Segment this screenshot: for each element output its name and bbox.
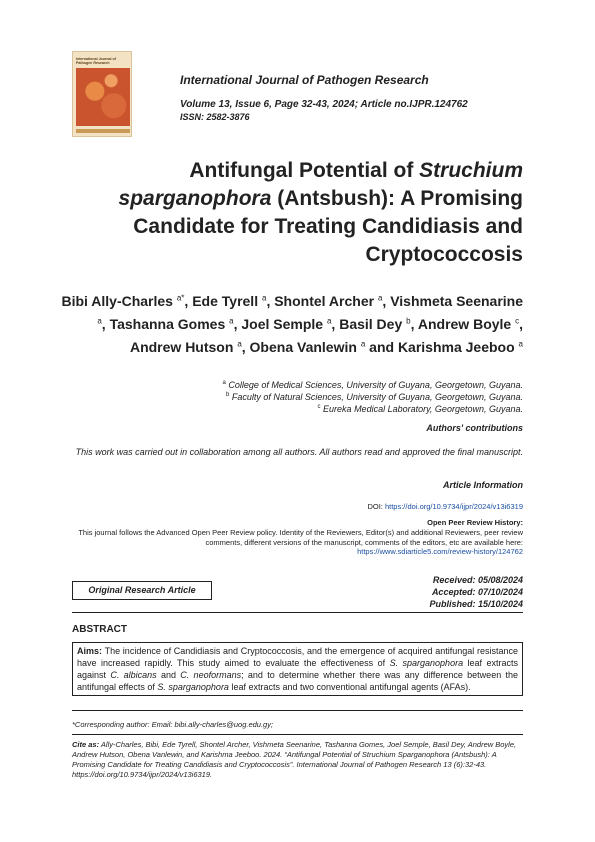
peer-review-heading: Open Peer Review History: [427, 518, 523, 527]
journal-cover-image [72, 51, 132, 137]
cite-text: Ally-Charles, Bibi, Ede Tyrell, Shontel Archer, Vishmeta Seenarine, Tashanna Gomes, Joel Semple, Basil Dey, Andrew Boyle, Andrew Hutson, Obena Vanlewin, and Karishma Jeeboo. 2024. “Antifungal Potential of Struchium Sparganophora (Antsbush): A Promising Candidate for Treating Candidiasis and Cryptococcosis”. International Journal of Pathogen Research 13 (6):32-43. https://doi.org/10.9734/ijpr/2024/v13i6319. [72, 740, 517, 779]
author: Shontel Archer $^a$, [274, 292, 391, 309]
abstract-aims-label: Aims: [77, 646, 103, 656]
title-part-2: (Antsbush): A Promising Candidate for Treating Candidiasis and Cryptococcosis [133, 187, 523, 266]
cover-footer-band [76, 129, 130, 133]
article-title [83, 157, 523, 269]
affiliation: $^c$ Eureka Medical Laboratory, Georgetown, Guyana. [317, 404, 523, 414]
cover-title: International Journal of Pathogen Research [76, 57, 116, 66]
author: Ede Tyrell $^a$, [192, 292, 275, 309]
doi-label: DOI: [367, 502, 385, 511]
review-history-link[interactable]: https://www.sdiarticle5.com/review-history/124762 [357, 547, 523, 556]
article-info-heading: Article Information [442, 480, 523, 490]
divider [72, 612, 523, 613]
author: Andrew Hutson $^a$, [129, 338, 250, 355]
author: Basil Dey $^b$, [339, 315, 418, 332]
issn: ISSN: 2582-3876 [180, 112, 250, 122]
author: Karishma Jeeboo $^a$ [397, 338, 523, 355]
publication-dates [429, 574, 523, 610]
title-part-1: Antifungal Potential of [189, 159, 420, 182]
doi-link[interactable]: https://doi.org/10.9734/ijpr/2024/v13i6319 [384, 502, 523, 511]
author: Joel Semple $^a$, [241, 315, 340, 332]
peer-review-text: This journal follows the Advanced Open Peer Review policy. Identity of the Reviewers, Editor(s) and additional Reviewers, peer review comments, different versions of the manuscript, comments of the editors, etc are available here: https://www.sdiarticle5.com/review-history/124762 [78, 528, 523, 556]
author: Vishmeta Seenarine $^a$, [97, 292, 523, 332]
contributions-heading: Authors' contributions [426, 423, 523, 433]
cover-artwork [76, 68, 130, 126]
divider [72, 734, 523, 735]
article-type-box: Original Research Article [72, 581, 212, 600]
affiliation: $^a$ College of Medical Sciences, University of Guyana, Georgetown, Guyana. [222, 380, 523, 390]
author: Obena Vanlewin $^a$ and [249, 338, 398, 355]
abstract-heading: ABSTRACT [72, 624, 127, 635]
author: Tashanna Gomes $^a$, [109, 315, 242, 332]
citation [72, 740, 523, 780]
doi-line [367, 502, 523, 511]
author: Andrew Boyle $^c$, [417, 315, 523, 332]
received-date: Received: 05/08/2024 [432, 575, 523, 585]
author-list [53, 288, 523, 357]
volume-line: Volume 13, Issue 6, Page 32-43, 2024; Article no.IJPR.124762 [180, 99, 468, 110]
divider [72, 710, 523, 711]
contributions-text: This work was carried out in collaboration among all authors. All authors read and approved the final manuscript. [75, 447, 523, 457]
title-species: Struchium sparganophora [118, 159, 523, 210]
author: Bibi Ally-Charles $^{a*}$, [61, 292, 193, 309]
affiliation: $^b$ Faculty of Natural Sciences, University of Guyana, Georgetown, Guyana. [226, 392, 523, 402]
cite-label: Cite as: [72, 740, 100, 749]
corresponding-author: *Corresponding author: Email: bibi.ally-charles@uog.edu.gy; [72, 720, 274, 729]
published-date: Published: 15/10/2024 [429, 599, 523, 609]
journal-name: International Journal of Pathogen Research [180, 73, 429, 87]
accepted-date: Accepted: 07/10/2024 [431, 587, 523, 597]
abstract-box: Aims: The incidence of Candidiasis and Cryptococcosis, and the emergence of acquired antifungal resistance have increased rapidly. This study aimed to evaluate the effectiveness of S. sparganophora leaf extracts against C. albicans and C. neoformans; and to determine whether there was any difference between the antifungal effects of S. sparganophora leaf extracts and two conventional antifungal agents (AFAs). [72, 642, 523, 696]
